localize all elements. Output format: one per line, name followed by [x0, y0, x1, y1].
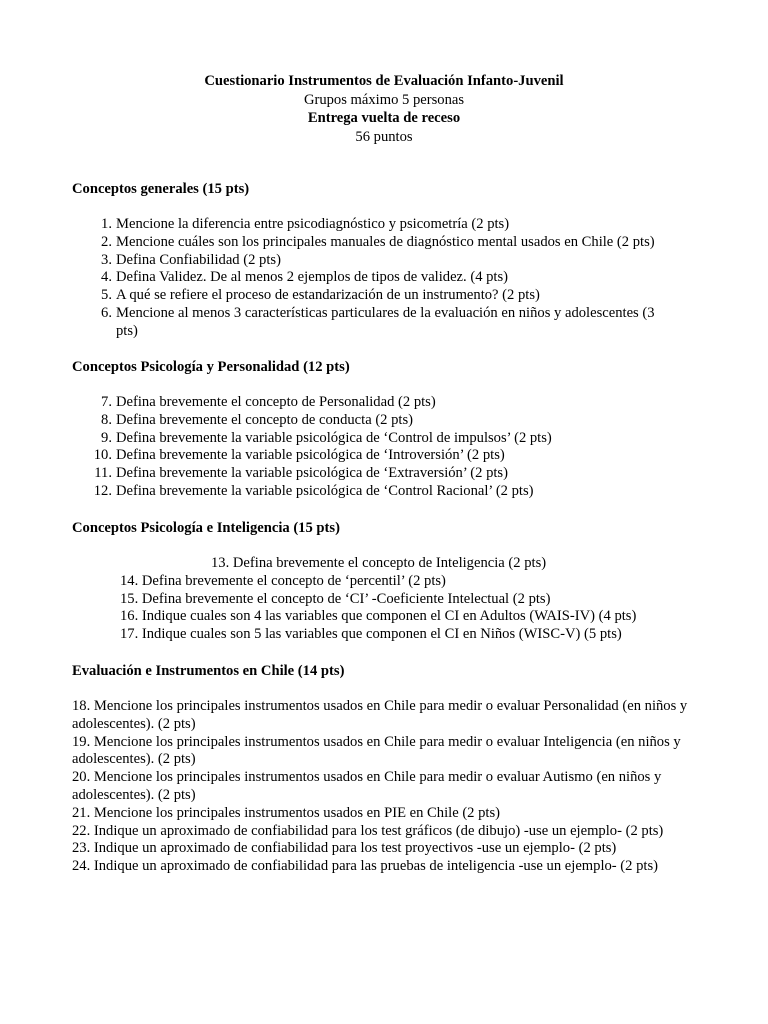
item-text: Mencione la diferencia entre psicodiagnóstico y psicometría (2 pts)	[116, 216, 510, 232]
list-item	[72, 394, 712, 412]
section-title: Conceptos Psicología e Inteligencia (15 pts)	[72, 520, 340, 536]
item-text: Mencione cuáles son los principales manuales de diagnóstico mental usados en Chile (2 pts)	[116, 233, 655, 250]
item-number: 9.	[101, 429, 112, 446]
list-item: 24. Indique un aproximado de confiabilidad para las pruebas de inteligencia -use un ejemplo- (2 pts)	[72, 858, 658, 875]
list-item: 15. Defina brevemente el concepto de ‘CI’ -Coeficiente Intelectual (2 pts)	[120, 590, 551, 607]
question-list	[72, 555, 712, 644]
item-number: 5.	[101, 287, 112, 304]
item-text: Defina brevemente la variable psicológica de ‘Control de impulsos’ (2 pts)	[116, 429, 552, 446]
list-item	[72, 216, 712, 234]
document-title: Cuestionario Instrumentos de Evaluación Infanto-Juvenil	[204, 73, 564, 89]
list-item	[72, 447, 712, 465]
list-item	[72, 412, 712, 430]
list-item	[72, 234, 712, 252]
list-item: 17. Indique cuales son 5 las variables que componen el CI en Niños (WISC-V) (5 pts)	[120, 626, 622, 643]
list-item: 13. Defina brevemente el concepto de Inteligencia (2 pts)	[211, 555, 547, 571]
item-text: A qué se refiere el proceso de estandarización de un instrumento? (2 pts)	[116, 287, 540, 304]
item-text: Defina brevemente el concepto de conducta (2 pts)	[116, 411, 414, 428]
item-number: 1.	[101, 216, 112, 232]
list-item	[72, 430, 712, 448]
delivery-note: Entrega vuelta de receso	[307, 110, 461, 127]
item-text: Defina brevemente la variable psicológica de ‘Control Racional’ (2 pts)	[116, 482, 534, 499]
item-number: 10.	[93, 447, 112, 464]
question-list	[72, 394, 712, 501]
question-list	[72, 216, 712, 341]
item-number: 11.	[94, 465, 112, 482]
list-item: 20. Mencione los principales instrumentos usados en Chile para medir o evaluar Autismo (en niños y adolescentes). (2 pts)	[72, 769, 662, 803]
item-text: Defina brevemente la variable psicológica de ‘Extraversión’ (2 pts)	[116, 465, 508, 482]
item-text: Mencione al menos 3 características particulares de la evaluación en niños y adolescentes (3 pts)	[116, 304, 655, 339]
document-header	[0, 72, 768, 146]
list-item: 16. Indique cuales son 4 las variables que componen el CI en Adultos (WAIS-IV) (4 pts)	[120, 608, 637, 625]
list-item: 18. Mencione los principales instrumentos usados en Chile para medir o evaluar Personalidad (en niños y adolescentes). (2 pts)	[72, 698, 688, 732]
section-evaluacion-chile	[72, 662, 700, 876]
section-title: Conceptos Psicología y Personalidad (12 pts)	[72, 359, 350, 375]
item-number: 7.	[101, 394, 112, 410]
list-item: 14. Defina brevemente el concepto de ‘percentil’ (2 pts)	[120, 572, 446, 589]
list-item: 19. Mencione los principales instrumentos usados en Chile para medir o evaluar Inteligencia (en niños y adolescentes). (2 pts)	[72, 733, 681, 768]
list-item	[72, 305, 712, 341]
list-item	[72, 287, 712, 305]
section-title: Evaluación e Instrumentos en Chile (14 pts)	[72, 663, 345, 679]
section-inteligencia	[72, 519, 712, 644]
item-text: Defina Confiabilidad (2 pts)	[116, 251, 281, 268]
item-number: 4.	[101, 269, 112, 286]
item-number: 8.	[101, 411, 112, 428]
item-text: Defina brevemente la variable psicológica de ‘Introversión’ (2 pts)	[116, 447, 505, 464]
list-item: 21. Mencione los principales instrumentos usados en PIE en Chile (2 pts)	[72, 804, 501, 821]
groups-note: Grupos máximo 5 personas	[303, 91, 465, 108]
item-number: 3.	[101, 251, 112, 268]
section-personalidad	[72, 358, 712, 501]
item-number: 6.	[101, 304, 112, 321]
question-list	[72, 698, 700, 876]
total-points: 56 puntos	[355, 128, 413, 145]
section-title: Conceptos generales (15 pts)	[72, 181, 250, 197]
item-number: 12.	[93, 482, 112, 499]
list-item: 23. Indique un aproximado de confiabilidad para los test proyectivos -use un ejemplo- (2 pts)	[72, 840, 617, 857]
list-item	[72, 269, 712, 287]
list-item	[72, 483, 712, 501]
section-conceptos-generales	[72, 180, 712, 341]
item-number: 2.	[101, 233, 112, 250]
list-item	[72, 465, 712, 483]
item-text: Defina brevemente el concepto de Personalidad (2 pts)	[116, 394, 436, 410]
list-item: 22. Indique un aproximado de confiabilidad para los test gráficos (de dibujo) -use un ejemplo- (2 pts)	[72, 822, 664, 839]
list-item	[72, 252, 712, 270]
item-text: Defina Validez. De al menos 2 ejemplos de tipos de validez. (4 pts)	[116, 269, 509, 286]
